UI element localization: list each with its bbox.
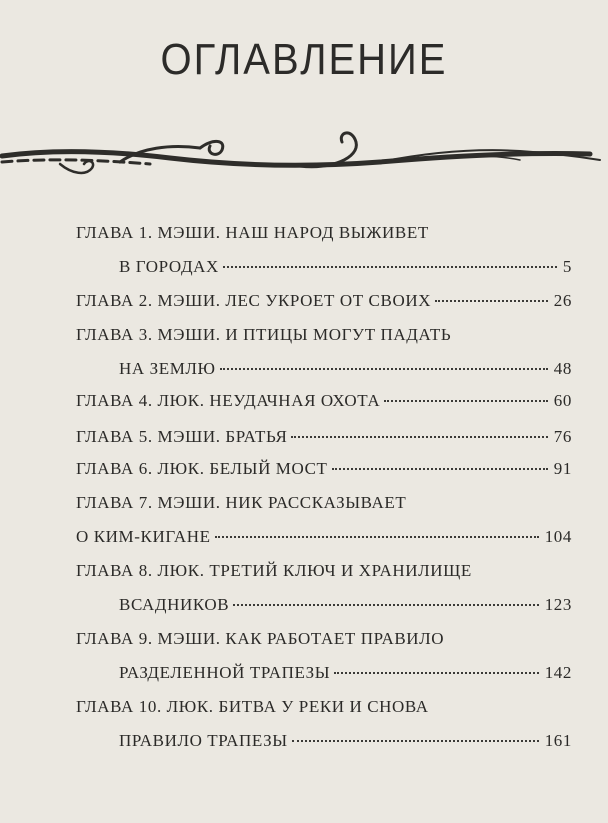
toc-entry-8-title[interactable]: ГЛАВА 8. ЛЮК. ТРЕТИЙ КЛЮЧ И ХРАНИЛИЩЕ — [76, 561, 472, 580]
page-number: 123 — [544, 595, 572, 614]
toc-entry-3-title[interactable]: ГЛАВА 3. МЭШИ. И ПТИЦЫ МОГУТ ПАДАТЬ — [76, 325, 452, 344]
page-number: 5 — [562, 257, 572, 276]
toc-entry-1-continuation[interactable]: В ГОРОДАХ 5 — [119, 257, 572, 276]
toc-entry-6[interactable]: ГЛАВА 6. ЛЮК. БЕЛЫЙ МОСТ 91 — [76, 459, 572, 478]
toc-entry-7-title[interactable]: ГЛАВА 7. МЭШИ. НИК РАССКАЗЫВАЕТ — [76, 493, 407, 512]
toc-entry-1-title[interactable]: ГЛАВА 1. МЭШИ. НАШ НАРОД ВЫЖИВЕТ — [76, 223, 429, 242]
dot-leader — [334, 672, 538, 674]
page-number: 76 — [553, 427, 572, 446]
toc-entry-2[interactable]: ГЛАВА 2. МЭШИ. ЛЕС УКРОЕТ ОТ СВОИХ 26 — [76, 291, 572, 310]
dot-leader — [292, 740, 539, 742]
dot-leader — [215, 536, 539, 538]
dot-leader — [220, 368, 548, 370]
ornament-flourish-icon — [0, 118, 608, 198]
page-number: 104 — [544, 527, 572, 546]
page-number: 91 — [553, 459, 572, 478]
page-number: 48 — [553, 359, 572, 378]
toc-entry-5[interactable]: ГЛАВА 5. МЭШИ. БРАТЬЯ 76 — [76, 427, 572, 446]
page-number: 60 — [553, 391, 572, 410]
toc-entry-7-continuation[interactable]: О КИМ-КИГАНЕ 104 — [76, 527, 572, 546]
toc-entry-4[interactable]: ГЛАВА 4. ЛЮК. НЕУДАЧНАЯ ОХОТА 60 — [76, 391, 572, 410]
dot-leader — [223, 266, 557, 268]
dot-leader — [291, 436, 547, 438]
dot-leader — [435, 300, 548, 302]
page-title: ОГЛАВЛЕНИЕ — [160, 36, 448, 84]
page-number: 26 — [553, 291, 572, 310]
dot-leader — [233, 604, 538, 606]
toc-entry-9-title[interactable]: ГЛАВА 9. МЭШИ. КАК РАБОТАЕТ ПРАВИЛО — [76, 629, 445, 648]
toc-entry-10-title[interactable]: ГЛАВА 10. ЛЮК. БИТВА У РЕКИ И СНОВА — [76, 697, 429, 716]
toc-entry-3-continuation[interactable]: НА ЗЕМЛЮ 48 — [119, 359, 572, 378]
toc-entry-9-continuation[interactable]: РАЗДЕЛЕННОЙ ТРАПЕЗЫ 142 — [119, 663, 572, 682]
toc-entry-8-continuation[interactable]: ВСАДНИКОВ 123 — [119, 595, 572, 614]
dot-leader — [332, 468, 548, 470]
page-number: 161 — [544, 731, 572, 750]
dot-leader — [384, 400, 547, 402]
page-number: 142 — [544, 663, 572, 682]
toc-entry-10-continuation[interactable]: ПРАВИЛО ТРАПЕЗЫ 161 — [119, 731, 572, 750]
